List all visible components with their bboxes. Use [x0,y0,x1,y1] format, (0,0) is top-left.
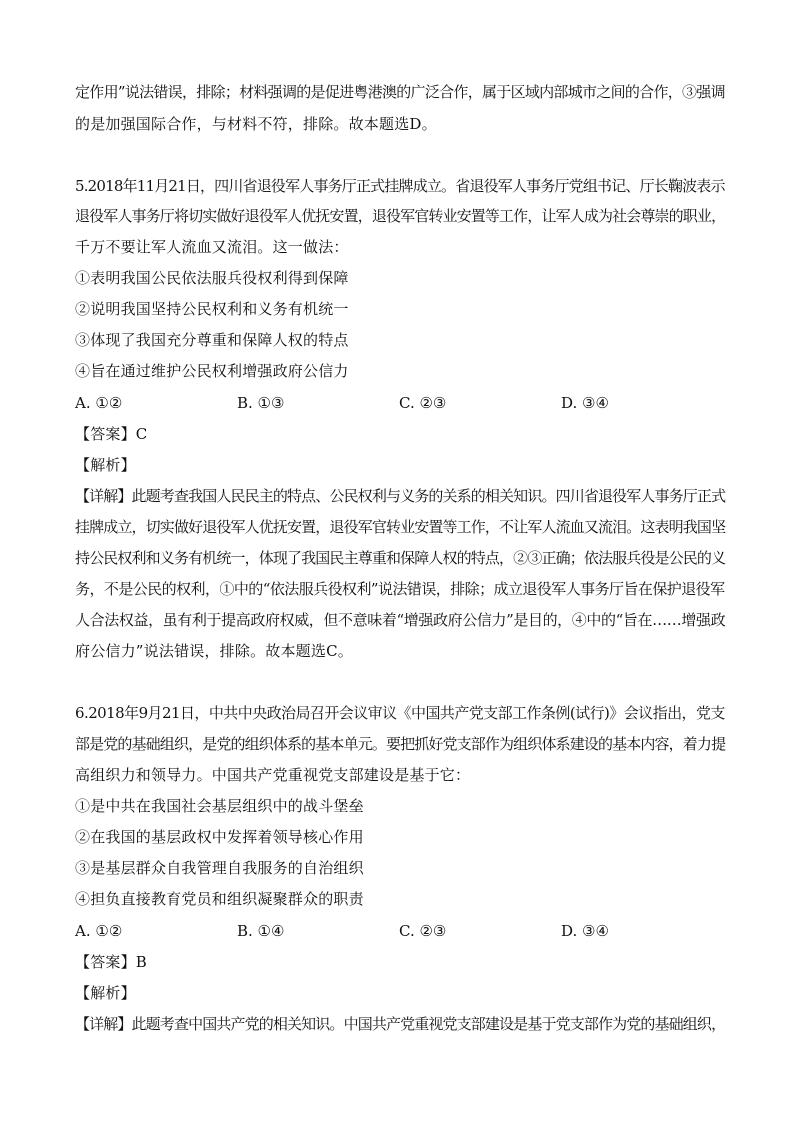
q6-item: ①是中共在我国社会基层组织中的战斗堡垒 [75,797,364,815]
q5-stem-line: 5.2018年11月21日，四川省退役军人事务厅正式挂牌成立。省退役军人事务厅党组书记、厅长鞠波表示 [75,177,725,195]
q5-detail-line: 持公民权利和义务有机统一，体现了我国民主尊重和保障人权的特点，②③正确；依法服兵役是公民的义 [75,549,726,567]
q5-detail-line: 挂牌成立，切实做好退役军人优抚安置，退役军官转业安置等工作，不让军人流血又流泪。这表明我国坚 [75,518,726,536]
q5-stem-line: 退役军人事务厅将切实做好退役军人优抚安置，退役军官转业安置等工作，让军人成为社会尊崇的职业， [75,207,726,225]
q6-option-d: D. ③④ [561,922,609,940]
prev-analysis-line: 定作用”说法错误，排除；材料强调的是促进粤港澳的广泛合作，属于区域内部城市之间的合作，③强调 [75,83,725,101]
q6-stem-line: 高组织力和领导力。中国共产党重视党支部建设是基于它： [75,766,471,784]
q5-item: ②说明我国坚持公民权利和义务有机统一 [75,300,349,318]
q5-option-c: C. ②③ [399,394,447,412]
q5-item: ①表明我国公民依法服兵役权利得到保障 [75,269,349,287]
q5-detail-line: 人合法权益，虽有利于提高政府权威，但不意味着“增强政府公信力”是目的，④中的“旨在……增强政 [75,611,726,629]
q5-stem-line: 千万不要让军人流血又流泪。这一做法： [75,238,349,256]
q6-analysis-label: 【解析】 [75,984,136,1002]
q5-detail-line: 府公信力”说法错误，排除。故本题选C。 [75,642,353,660]
q5-analysis-label: 【解析】 [75,456,136,474]
q6-detail-line: 【详解】此题考查中国共产党的相关知识。中国共产党重视党支部建设是基于党支部作为党的基础组织， [75,1015,726,1033]
q6-stem-line: 部是党的基础组织，是党的组织体系的基本单元。要把抓好党支部作为组织体系建设的基本内容，着力提 [75,735,726,753]
q6-option-b: B. ①④ [237,922,285,940]
q5-option-a: A. ①② [75,394,123,412]
q5-option-b: B. ①③ [237,394,285,412]
q6-item: ②在我国的基层政权中发挥着领导核心作用 [75,828,364,846]
q6-item: ④担负直接教育党员和组织凝聚群众的职责 [75,890,364,908]
q5-detail-line: 【详解】此题考查我国人民民主的特点、公民权利与义务的关系的相关知识。四川省退役军人事务厅正式 [75,487,726,505]
q5-item: ③体现了我国充分尊重和保障人权的特点 [75,331,349,349]
q5-item: ④旨在通过维护公民权利增强政府公信力 [75,362,349,380]
q5-option-d: D. ③④ [561,394,609,412]
q5-detail-line: 务，不是公民的权利，①中的“依法服兵役权利”说法错误，排除；成立退役军人事务厅旨在保护退役军 [75,580,725,598]
prev-analysis-line: 的是加强国际合作，与材料不符，排除。故本题选D。 [75,115,437,133]
q6-stem-line: 6.2018年9月21日，中共中央政治局召开会议审议《中国共产党支部工作条例(试行)》会议指出，党支 [75,704,725,722]
q5-answer: 【答案】C [75,425,148,443]
q6-option-c: C. ②③ [399,922,447,940]
q6-answer: 【答案】B [75,953,148,971]
q6-option-a: A. ①② [75,922,123,940]
q6-item: ③是基层群众自我管理自我服务的自治组织 [75,859,364,877]
